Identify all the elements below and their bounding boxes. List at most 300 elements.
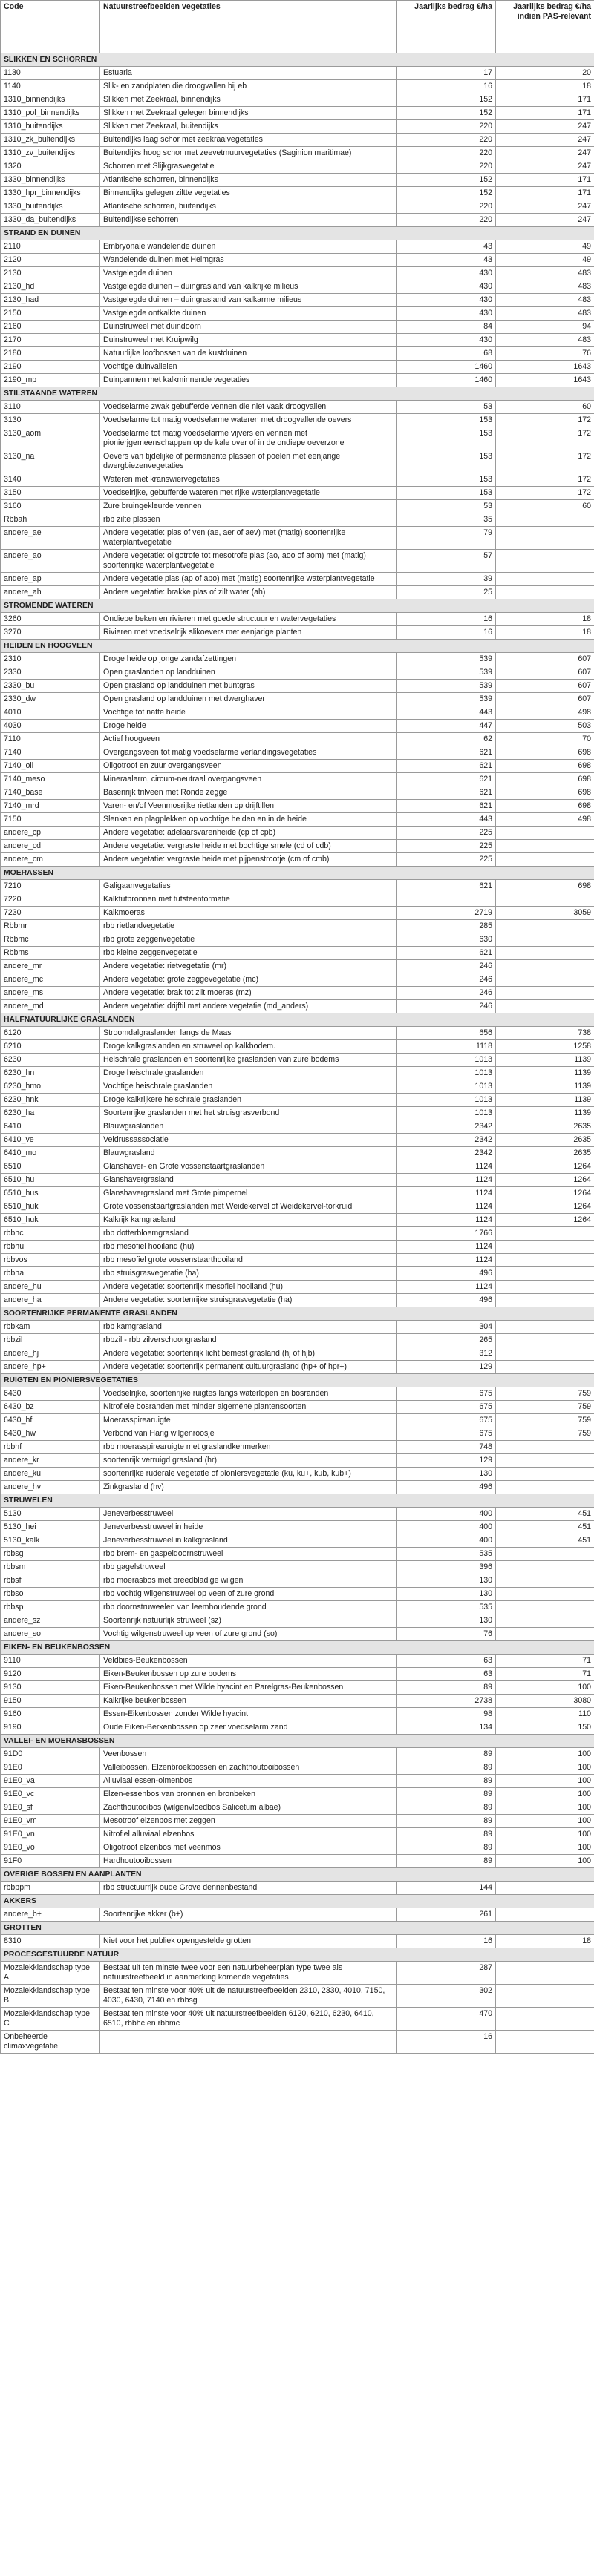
cell-code: 8310	[1, 1935, 100, 1948]
cell-code: 6510_hus	[1, 1187, 100, 1200]
cell-amount: 496	[397, 1267, 496, 1281]
cell-amount: 220	[397, 200, 496, 214]
section-title: VALLEI- EN MOERASBOSSEN	[1, 1735, 594, 1748]
cell-code: 6230_ha	[1, 1107, 100, 1120]
cell-vegetation: Bestaat uit ten minste twee voor een natuurbeheerplan type twee als natuurstreefbeeld in aanmerking komende vegetaties	[100, 1962, 397, 1985]
cell-code: 2150	[1, 307, 100, 321]
table-row	[1, 933, 594, 947]
cell-amount-pas	[496, 2031, 594, 2054]
cell-amount-pas	[496, 1281, 594, 1294]
cell-code: 91F0	[1, 1855, 100, 1868]
cell-amount: 152	[397, 187, 496, 200]
table-row	[1, 1227, 594, 1241]
cell-amount-pas	[496, 1267, 594, 1281]
cell-amount-pas	[496, 947, 594, 960]
cell-vegetation: Blauwgrasland	[100, 1147, 397, 1160]
cell-amount-pas	[496, 920, 594, 933]
table-row	[1, 1668, 594, 1681]
cell-vegetation: Soortenrijke graslanden met het struisgrasverbond	[100, 1107, 397, 1120]
table-row	[1, 2031, 594, 2054]
cell-vegetation: Buitendijks laag schor met zeekraalvegetaties	[100, 134, 397, 147]
cell-amount: 675	[397, 1387, 496, 1401]
cell-amount: 134	[397, 1721, 496, 1735]
cell-code: rbbso	[1, 1588, 100, 1601]
cell-amount-pas: 483	[496, 294, 594, 307]
cell-code: 1140	[1, 80, 100, 93]
cell-vegetation: Rivieren met voedselrijk slikoevers met eenjarige planten	[100, 626, 397, 640]
cell-code: andere_ah	[1, 586, 100, 599]
table-row	[1, 947, 594, 960]
cell-code: Mozaiekklandschap type A	[1, 1962, 100, 1985]
cell-code: 2120	[1, 254, 100, 267]
cell-code: rbbhc	[1, 1227, 100, 1241]
cell-vegetation: Open grasland op landduinen met dwerghaver	[100, 693, 397, 706]
cell-amount-pas	[496, 1548, 594, 1561]
table-row	[1, 1801, 594, 1815]
table-row	[1, 1468, 594, 1481]
cell-amount-pas: 451	[496, 1508, 594, 1521]
cell-amount: 430	[397, 294, 496, 307]
cell-vegetation: Essen-Eikenbossen zonder Wilde hyacint	[100, 1708, 397, 1721]
cell-amount-pas: 171	[496, 107, 594, 120]
table-row	[1, 147, 594, 160]
cell-amount-pas: 100	[496, 1815, 594, 1828]
cell-amount: 539	[397, 653, 496, 666]
cell-amount-pas	[496, 853, 594, 867]
cell-amount: 130	[397, 1574, 496, 1588]
cell-code: andere_sz	[1, 1614, 100, 1628]
cell-amount: 443	[397, 706, 496, 720]
cell-amount: 1124	[397, 1187, 496, 1200]
cell-amount: 68	[397, 347, 496, 361]
cell-code: rbbsp	[1, 1601, 100, 1614]
cell-vegetation: Grote vossenstaartgraslanden met Weidekervel of Weidekervel-torkruid	[100, 1200, 397, 1214]
table-row	[1, 920, 594, 933]
cell-amount-pas: 483	[496, 280, 594, 294]
cell-amount-pas: 698	[496, 760, 594, 773]
cell-vegetation: Vastgelegde duinen – duingrasland van kalkrijke milieus	[100, 280, 397, 294]
cell-vegetation: Zachthoutooibos (wilgenvloedbos Salicetum albae)	[100, 1801, 397, 1815]
cell-amount: 621	[397, 760, 496, 773]
section-header-row	[1, 1307, 594, 1321]
cell-amount-pas: 1643	[496, 374, 594, 387]
table-row	[1, 1655, 594, 1668]
cell-amount-pas: 71	[496, 1655, 594, 1668]
cell-code: 9130	[1, 1681, 100, 1695]
cell-amount: 16	[397, 80, 496, 93]
cell-code: 6410_ve	[1, 1134, 100, 1147]
cell-amount-pas: 172	[496, 473, 594, 487]
table-row	[1, 973, 594, 987]
cell-amount: 220	[397, 147, 496, 160]
cell-amount: 1124	[397, 1174, 496, 1187]
cell-amount: 1124	[397, 1254, 496, 1267]
cell-code: 6210	[1, 1040, 100, 1054]
cell-amount: 1124	[397, 1281, 496, 1294]
cell-code: rbbha	[1, 1267, 100, 1281]
cell-amount: 656	[397, 1027, 496, 1040]
section-title: GROTTEN	[1, 1922, 594, 1935]
table-row	[1, 626, 594, 640]
cell-amount: 225	[397, 827, 496, 840]
table-row	[1, 160, 594, 174]
cell-code: 4030	[1, 720, 100, 733]
table-row	[1, 813, 594, 827]
cell-code: rbbkam	[1, 1321, 100, 1334]
section-header-row	[1, 867, 594, 880]
cell-vegetation: Andere vegetatie: soortenrijk permanent cultuurgrasland (hp+ of hpr+)	[100, 1361, 397, 1374]
cell-amount: 153	[397, 414, 496, 427]
cell-code: 3160	[1, 500, 100, 513]
cell-code: 7150	[1, 813, 100, 827]
cell-vegetation: rbb rietlandvegetatie	[100, 920, 397, 933]
cell-code: andere_b+	[1, 1908, 100, 1922]
table-row	[1, 134, 594, 147]
section-title: OVERIGE BOSSEN EN AANPLANTEN	[1, 1868, 594, 1882]
table-row	[1, 1441, 594, 1454]
table-row	[1, 107, 594, 120]
cell-amount-pas: 1264	[496, 1160, 594, 1174]
cell-vegetation: Vochtig wilgenstruweel op veen of zure grond (so)	[100, 1628, 397, 1641]
section-header-row	[1, 599, 594, 613]
cell-vegetation: Slikken met Zeekraal, buitendijks	[100, 120, 397, 134]
cell-amount: 246	[397, 960, 496, 973]
cell-vegetation: Glanshavergrasland	[100, 1174, 397, 1187]
table-row	[1, 527, 594, 550]
cell-amount: 1013	[397, 1080, 496, 1094]
table-row	[1, 67, 594, 80]
table-row	[1, 254, 594, 267]
cell-vegetation: Andere vegetatie: vergraste heide met bochtige smele (cd of cdb)	[100, 840, 397, 853]
cell-code: 9160	[1, 1708, 100, 1721]
cell-vegetation: Oligotroof en zuur overgangsveen	[100, 760, 397, 773]
cell-code: rbbsg	[1, 1548, 100, 1561]
cell-code: 6430	[1, 1387, 100, 1401]
cell-vegetation: soortenrijk verruigd grasland (hr)	[100, 1454, 397, 1468]
table-row	[1, 1681, 594, 1695]
cell-vegetation: Heischrale graslanden en soortenrijke graslanden van zure bodems	[100, 1054, 397, 1067]
cell-amount: 2342	[397, 1134, 496, 1147]
cell-amount: 152	[397, 174, 496, 187]
cell-vegetation: Oligotroof elzenbos met veenmos	[100, 1841, 397, 1855]
cell-amount: 35	[397, 513, 496, 527]
cell-code: 3130_aom	[1, 427, 100, 450]
cell-amount-pas: 247	[496, 134, 594, 147]
cell-amount-pas: 18	[496, 1935, 594, 1948]
cell-code: andere_mr	[1, 960, 100, 973]
cell-code: 2160	[1, 321, 100, 334]
cell-code: 2130_hd	[1, 280, 100, 294]
table-row	[1, 427, 594, 450]
table-row	[1, 280, 594, 294]
cell-vegetation: Voedselarme tot matig voedselarme vijvers en vennen met pionierjgemeenschappen op de kale over of in de ondiepe oeverzone	[100, 427, 397, 450]
cell-code: 3130_na	[1, 450, 100, 473]
cell-amount: 1460	[397, 374, 496, 387]
cell-amount-pas: 698	[496, 773, 594, 786]
table-row	[1, 1000, 594, 1013]
cell-code: 1130	[1, 67, 100, 80]
cell-code: andere_ap	[1, 573, 100, 586]
cell-amount: 675	[397, 1427, 496, 1441]
cell-amount: 84	[397, 321, 496, 334]
table-row	[1, 214, 594, 227]
cell-vegetation: Vochtige duinvalleien	[100, 361, 397, 374]
cell-vegetation: rbb mesofiel grote vossenstaarthooiland	[100, 1254, 397, 1267]
cell-vegetation: Veldbies-Beukenbossen	[100, 1655, 397, 1668]
cell-amount-pas: 247	[496, 147, 594, 160]
cell-vegetation: Andere vegetatie: rietvegetatie (mr)	[100, 960, 397, 973]
table-row	[1, 1094, 594, 1107]
cell-amount-pas: 100	[496, 1801, 594, 1815]
cell-vegetation: Schorren met Slijkgrasvegetatie	[100, 160, 397, 174]
cell-amount: 396	[397, 1561, 496, 1574]
cell-vegetation: Oude Eiken-Berkenbossen op zeer voedselarm zand	[100, 1721, 397, 1735]
cell-amount-pas: 451	[496, 1521, 594, 1534]
cell-amount-pas: 738	[496, 1027, 594, 1040]
cell-amount-pas: 49	[496, 240, 594, 254]
cell-amount-pas	[496, 1574, 594, 1588]
table-row	[1, 1561, 594, 1574]
cell-amount: 621	[397, 773, 496, 786]
table-row	[1, 374, 594, 387]
section-header-row	[1, 1948, 594, 1962]
cell-code: andere_hj	[1, 1347, 100, 1361]
cell-vegetation: Eiken-Beukenbossen met Wilde hyacint en Parelgras-Beukenbossen	[100, 1681, 397, 1695]
cell-code: 7210	[1, 880, 100, 893]
table-row	[1, 1574, 594, 1588]
cell-amount-pas: 607	[496, 680, 594, 693]
cell-amount-pas	[496, 973, 594, 987]
cell-code: 91E0	[1, 1761, 100, 1775]
cell-vegetation: Droge kalkrijkere heischrale graslanden	[100, 1094, 397, 1107]
cell-amount: 1124	[397, 1214, 496, 1227]
cell-amount: 89	[397, 1681, 496, 1695]
cell-code: rbbsm	[1, 1561, 100, 1574]
cell-code: andere_ae	[1, 527, 100, 550]
cell-amount-pas	[496, 1614, 594, 1628]
table-row	[1, 733, 594, 746]
section-header-row	[1, 1735, 594, 1748]
cell-vegetation: Voedselarme tot matig voedselarme wateren met droogvallende oevers	[100, 414, 397, 427]
section-title: HEIDEN EN HOOGVEEN	[1, 640, 594, 653]
table-row	[1, 294, 594, 307]
cell-amount-pas	[496, 1561, 594, 1574]
cell-amount-pas: 94	[496, 321, 594, 334]
cell-amount: 246	[397, 1000, 496, 1013]
table-row	[1, 853, 594, 867]
cell-amount-pas: 607	[496, 666, 594, 680]
cell-amount-pas: 1139	[496, 1067, 594, 1080]
table-row	[1, 1160, 594, 1174]
cell-amount-pas	[496, 1985, 594, 2008]
cell-code: 91E0_sf	[1, 1801, 100, 1815]
cell-code: 5130	[1, 1508, 100, 1521]
cell-code: 1310_binnendijks	[1, 93, 100, 107]
cell-vegetation: Atlantische schorren, binnendijks	[100, 174, 397, 187]
table-row	[1, 1120, 594, 1134]
table-row	[1, 1548, 594, 1561]
cell-amount-pas: 110	[496, 1708, 594, 1721]
cell-vegetation: Basenrijk trilveen met Ronde zegge	[100, 786, 397, 800]
cell-amount: 447	[397, 720, 496, 733]
cell-code: Mozaiekklandschap type C	[1, 2008, 100, 2031]
cell-amount: 2342	[397, 1120, 496, 1134]
section-header-row	[1, 1494, 594, 1508]
cell-code: andere_ao	[1, 550, 100, 573]
cell-vegetation: rbbzil - rbb zilverschoongrasland	[100, 1334, 397, 1347]
cell-vegetation: Wandelende duinen met Helmgras	[100, 254, 397, 267]
cell-code: Rbbmc	[1, 933, 100, 947]
table-row	[1, 1027, 594, 1040]
cell-amount: 470	[397, 2008, 496, 2031]
table-row	[1, 720, 594, 733]
cell-amount-pas: 1643	[496, 361, 594, 374]
table-row	[1, 760, 594, 773]
cell-code: 1330_hpr_binnendijks	[1, 187, 100, 200]
cell-vegetation: rbb gagelstruweel	[100, 1561, 397, 1574]
cell-vegetation: Binnendijks gelegen ziltte vegetaties	[100, 187, 397, 200]
cell-vegetation: Overgangsveen tot matig voedselarme verlandingsvegetaties	[100, 746, 397, 760]
cell-vegetation: Buitendijks hoog schor met zeevetmuurvegetaties (Saginion maritimae)	[100, 147, 397, 160]
table-row	[1, 361, 594, 374]
cell-amount-pas: 71	[496, 1668, 594, 1681]
cell-code: andere_cp	[1, 827, 100, 840]
table-row	[1, 550, 594, 573]
cell-code: 5130_kalk	[1, 1534, 100, 1548]
table-row	[1, 334, 594, 347]
cell-amount-pas	[496, 1241, 594, 1254]
cell-vegetation: Andere vegetatie: brak tot zilt moeras (mz)	[100, 987, 397, 1000]
table-header	[1, 1, 594, 53]
section-header-row	[1, 1895, 594, 1908]
cell-code: 6230_hmo	[1, 1080, 100, 1094]
cell-amount-pas	[496, 2008, 594, 2031]
table-row	[1, 1080, 594, 1094]
cell-code: 2130	[1, 267, 100, 280]
table-row	[1, 200, 594, 214]
cell-amount: 1124	[397, 1160, 496, 1174]
cell-code: 2110	[1, 240, 100, 254]
cell-vegetation: Valleibossen, Elzenbroekbossen en zachthoutooibossen	[100, 1761, 397, 1775]
cell-amount-pas	[496, 513, 594, 527]
table-row	[1, 773, 594, 786]
cell-amount: 675	[397, 1414, 496, 1427]
cell-amount: 621	[397, 786, 496, 800]
cell-amount: 443	[397, 813, 496, 827]
cell-amount: 1124	[397, 1200, 496, 1214]
cell-amount	[397, 893, 496, 907]
header-vegetation: Natuurstreefbeelden vegetaties	[100, 1, 397, 53]
table-row	[1, 1601, 594, 1614]
table-row	[1, 613, 594, 626]
cell-vegetation: Veldrussassociatie	[100, 1134, 397, 1147]
cell-vegetation: Droge kalkgraslanden en struweel op kalkbodem.	[100, 1040, 397, 1054]
section-header-row	[1, 1868, 594, 1882]
cell-amount: 675	[397, 1401, 496, 1414]
cell-amount-pas	[496, 1000, 594, 1013]
cell-code: Onbeheerde climaxvegetatie	[1, 2031, 100, 2054]
cell-amount: 25	[397, 586, 496, 599]
cell-amount-pas: 100	[496, 1681, 594, 1695]
cell-amount-pas: 483	[496, 307, 594, 321]
cell-amount: 225	[397, 840, 496, 853]
cell-code: andere_cm	[1, 853, 100, 867]
cell-amount-pas: 18	[496, 626, 594, 640]
cell-amount-pas: 2635	[496, 1120, 594, 1134]
table-row	[1, 746, 594, 760]
cell-amount-pas	[496, 527, 594, 550]
table-row	[1, 653, 594, 666]
table-row	[1, 187, 594, 200]
cell-vegetation: Moerasspirearuigte	[100, 1414, 397, 1427]
cell-amount-pas	[496, 573, 594, 586]
cell-vegetation: Alluviaal essen-olmenbos	[100, 1775, 397, 1788]
cell-vegetation: Slik- en zandplaten die droogvallen bij eb	[100, 80, 397, 93]
cell-amount: 430	[397, 280, 496, 294]
cell-vegetation: soortenrijke ruderale vegetatie of pioniersvegetatie (ku, ku+, kub, kub+)	[100, 1468, 397, 1481]
table-row	[1, 1214, 594, 1227]
table-row	[1, 1882, 594, 1895]
cell-amount-pas	[496, 1468, 594, 1481]
cell-amount-pas: 759	[496, 1387, 594, 1401]
table-row	[1, 1401, 594, 1414]
cell-code: Rbbms	[1, 947, 100, 960]
cell-amount-pas	[496, 1908, 594, 1922]
cell-amount: 430	[397, 307, 496, 321]
cell-amount: 16	[397, 1935, 496, 1948]
section-title: AKKERS	[1, 1895, 594, 1908]
cell-vegetation	[100, 2031, 397, 2054]
cell-code: 7140_mrd	[1, 800, 100, 813]
cell-vegetation: Natuurlijke loofbossen van de kustduinen	[100, 347, 397, 361]
cell-code: 91E0_vn	[1, 1828, 100, 1841]
cell-code: andere_hu	[1, 1281, 100, 1294]
cell-amount: 153	[397, 450, 496, 473]
cell-code: 1330_buitendijks	[1, 200, 100, 214]
cell-vegetation: Slikken met Zeekraal, binnendijks	[100, 93, 397, 107]
cell-amount: 621	[397, 746, 496, 760]
table-row	[1, 666, 594, 680]
cell-vegetation: Zure bruingekleurde vennen	[100, 500, 397, 513]
cell-amount-pas: 100	[496, 1788, 594, 1801]
cell-code: 1320	[1, 160, 100, 174]
cell-amount: 539	[397, 680, 496, 693]
cell-vegetation: Zinkgrasland (hv)	[100, 1481, 397, 1494]
cell-amount-pas	[496, 1601, 594, 1614]
cell-amount: 535	[397, 1601, 496, 1614]
cell-amount-pas: 1264	[496, 1174, 594, 1187]
cell-amount-pas: 759	[496, 1401, 594, 1414]
cell-vegetation: Soortenrijk natuurlijk struweel (sz)	[100, 1614, 397, 1628]
cell-code: rbbzil	[1, 1334, 100, 1347]
cell-amount: 153	[397, 487, 496, 500]
cell-amount: 1124	[397, 1241, 496, 1254]
cell-amount-pas	[496, 1481, 594, 1494]
cell-amount-pas: 60	[496, 500, 594, 513]
cell-amount: 43	[397, 240, 496, 254]
cell-vegetation: Vastgelegde duinen – duingrasland van kalkarme milieus	[100, 294, 397, 307]
cell-amount-pas: 698	[496, 800, 594, 813]
cell-code: 7110	[1, 733, 100, 746]
cell-amount-pas: 1264	[496, 1187, 594, 1200]
cell-amount-pas: 698	[496, 786, 594, 800]
cell-amount: 1118	[397, 1040, 496, 1054]
cell-amount-pas: 759	[496, 1427, 594, 1441]
table-row	[1, 1614, 594, 1628]
cell-amount-pas: 1264	[496, 1200, 594, 1214]
table-row	[1, 1508, 594, 1521]
table-row	[1, 586, 594, 599]
